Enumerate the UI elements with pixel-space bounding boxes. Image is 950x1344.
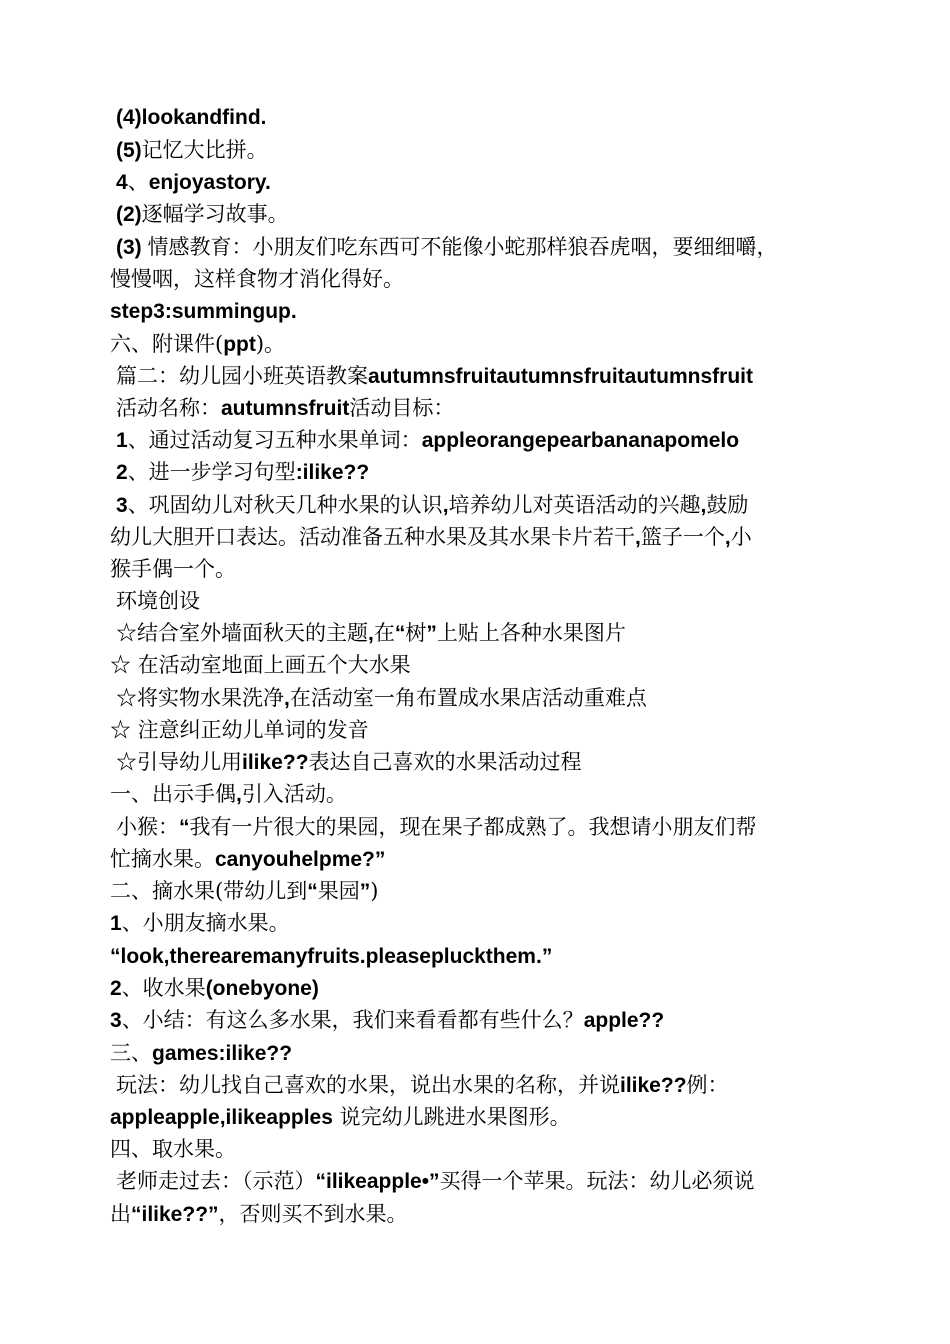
- text-run: 树: [405, 621, 427, 645]
- text-run: 4: [116, 171, 128, 194]
- text-line: [116, 136, 880, 165]
- text-run: 逐幅学习故事。: [141, 202, 289, 226]
- text-run: 环境创设: [116, 589, 200, 613]
- text-line: [110, 1103, 880, 1132]
- text-run: 情感教育：小朋友们吃东西可不能像小蛇那样狼吞虎咽，要细细嚼，: [147, 235, 778, 259]
- text-run: ilike??: [620, 1074, 687, 1097]
- text-run: canyouhelpme?”: [215, 848, 386, 871]
- text-run: 慢慢咽，这样食物才消化得好。: [110, 267, 404, 291]
- text-run: ilike??: [242, 751, 309, 774]
- text-line: [116, 362, 880, 391]
- text-run: 说完幼儿跳进水果图形。: [332, 1105, 571, 1129]
- text-line: [110, 1200, 880, 1229]
- text-line: [110, 1135, 880, 1163]
- text-run: 小: [730, 525, 752, 549]
- text-run: 二、摘水果(带幼儿到: [110, 879, 308, 903]
- text-run: 、通过活动复习五种水果单词：: [127, 428, 422, 452]
- text-line: [116, 200, 880, 229]
- text-run: (onebyone): [205, 977, 319, 1000]
- text-run: )。: [255, 332, 286, 356]
- text-run: ,: [635, 526, 641, 549]
- text-run: ,: [700, 494, 707, 517]
- text-run: 3: [110, 1009, 122, 1032]
- text-run: ☆ 注意纠正幼儿单词的发音: [110, 718, 369, 742]
- text-run: 培养幼儿对英语活动的兴趣: [448, 493, 701, 517]
- text-line: [110, 297, 880, 326]
- text-run: 小猴：: [116, 815, 179, 839]
- text-run: apple??: [583, 1009, 665, 1032]
- text-line: [116, 1071, 880, 1100]
- text-line: [116, 587, 880, 615]
- text-line: [110, 877, 880, 906]
- text-run: 出: [110, 1202, 131, 1226]
- text-run: ,: [368, 622, 374, 645]
- text-run: ): [370, 879, 379, 903]
- text-run: 一、出示手偶: [110, 782, 236, 806]
- text-run: autumnsfruit: [221, 397, 350, 420]
- text-run: ，否则买不到水果。: [218, 1202, 408, 1226]
- text-run: “ilikeapple•”: [315, 1170, 440, 1193]
- text-run: ☆将实物水果洗净: [116, 686, 284, 710]
- text-run: appleorangepearbananapomelo: [421, 429, 740, 452]
- text-run: ☆引导幼儿用: [116, 750, 242, 774]
- text-run: 在活动室一角布置成水果店活动重难点: [289, 686, 647, 710]
- text-run: 1: [110, 912, 122, 935]
- text-line: [116, 233, 880, 262]
- text-run: appleapple,ilikeapples: [110, 1106, 333, 1129]
- text-run: (5): [116, 139, 142, 162]
- text-line: [116, 394, 880, 423]
- text-line: [110, 780, 880, 809]
- text-line: [110, 265, 880, 293]
- text-run: 忙摘水果。: [110, 847, 215, 871]
- text-run: 记忆大比拼。: [141, 138, 268, 162]
- text-line: [116, 168, 880, 197]
- text-run: step3:summingup.: [110, 300, 297, 323]
- text-run: ,: [284, 687, 290, 710]
- text-run: 果园: [317, 879, 360, 903]
- text-run: 猴手偶一个。: [110, 557, 236, 581]
- text-run: 在: [373, 621, 395, 645]
- text-line: [110, 330, 880, 359]
- text-line: [116, 491, 880, 520]
- text-run: ☆ 在活动室地面上画五个大水果: [110, 653, 411, 677]
- text-line: [116, 748, 880, 777]
- text-run: 3: [116, 494, 128, 517]
- text-line: [116, 619, 880, 648]
- text-run: “: [179, 816, 190, 839]
- text-run: 上贴上各种水果图片: [436, 621, 626, 645]
- text-run: 2: [116, 461, 128, 484]
- text-run: 、小朋友摘水果。: [121, 911, 290, 935]
- text-run: :ilike??: [295, 461, 370, 484]
- text-run: ”: [359, 880, 371, 903]
- text-line: [110, 845, 880, 874]
- text-line: [116, 684, 880, 713]
- text-run: “ilike??”: [131, 1203, 219, 1226]
- text-line: [116, 1167, 880, 1196]
- text-line: [110, 974, 880, 1003]
- text-line: [116, 458, 880, 487]
- text-run: 引入活动。: [241, 782, 347, 806]
- text-run: ,: [236, 783, 242, 806]
- text-line: [110, 942, 880, 971]
- text-line: [110, 555, 880, 583]
- text-run: 买得一个苹果。玩法：幼儿必须说: [439, 1169, 755, 1193]
- text-run: 活动名称：: [116, 396, 221, 420]
- text-run: “: [307, 880, 318, 903]
- text-run: 老师走过去：（示范）: [116, 1169, 316, 1193]
- text-run: 三、: [110, 1041, 152, 1065]
- text-run: 四、取水果。: [110, 1137, 236, 1161]
- text-line: [116, 426, 880, 455]
- text-line: [110, 1039, 880, 1068]
- text-run: (2): [116, 203, 142, 226]
- text-line: [110, 651, 880, 679]
- text-run: ☆结合室外墙面秋天的主题: [116, 621, 368, 645]
- text-run: 、小结：有这么多水果，我们来看看都有些什么？: [121, 1008, 584, 1032]
- text-run: 例：: [686, 1073, 729, 1097]
- text-run: 2: [110, 977, 122, 1000]
- text-run: ppt: [223, 333, 256, 356]
- text-run: 、: [127, 170, 149, 194]
- text-run: 幼儿大胆开口表达。活动准备五种水果及其水果卡片若干: [110, 525, 635, 549]
- text-run: games:ilike??: [152, 1042, 293, 1065]
- text-line: [116, 813, 880, 842]
- text-run: autumnsfruitautumnsfruitautumnsfruit: [368, 365, 753, 388]
- text-run: 、巩固幼儿对秋天几种水果的认识: [127, 493, 443, 517]
- text-run: ”: [426, 622, 437, 645]
- text-run: 篇二：幼儿园小班英语教案: [116, 364, 368, 388]
- text-run: 玩法：幼儿找自己喜欢的水果，说出水果的名称，并说: [116, 1073, 620, 1097]
- text-run: 我有一片很大的果园，现在果子都成熟了。我想请小朋友们帮: [189, 815, 757, 839]
- text-line: [110, 909, 880, 938]
- text-line: [110, 1006, 880, 1035]
- text-run: (4)lookandfind.: [116, 106, 267, 129]
- text-run: ,: [724, 526, 731, 549]
- text-run: 篮子一个: [640, 525, 725, 549]
- text-run: 1: [116, 429, 128, 452]
- text-line: [116, 103, 880, 132]
- text-run: 、进一步学习句型: [127, 460, 296, 484]
- text-run: 鼓励: [706, 493, 749, 517]
- text-run: 表达自己喜欢的水果活动过程: [308, 750, 582, 774]
- text-run: “look,therearemanyfruits.pleasepluckthem.”: [110, 945, 553, 968]
- text-line: [110, 523, 880, 552]
- text-run: 活动目标：: [349, 396, 455, 420]
- text-line: [110, 716, 880, 744]
- text-run: 、收水果: [121, 976, 206, 1000]
- text-run: (3): [116, 236, 148, 259]
- text-run: ,: [442, 494, 449, 517]
- text-run: “: [394, 622, 406, 645]
- text-run: enjoyastory.: [148, 171, 271, 194]
- text-run: 六、附课件(: [110, 332, 224, 356]
